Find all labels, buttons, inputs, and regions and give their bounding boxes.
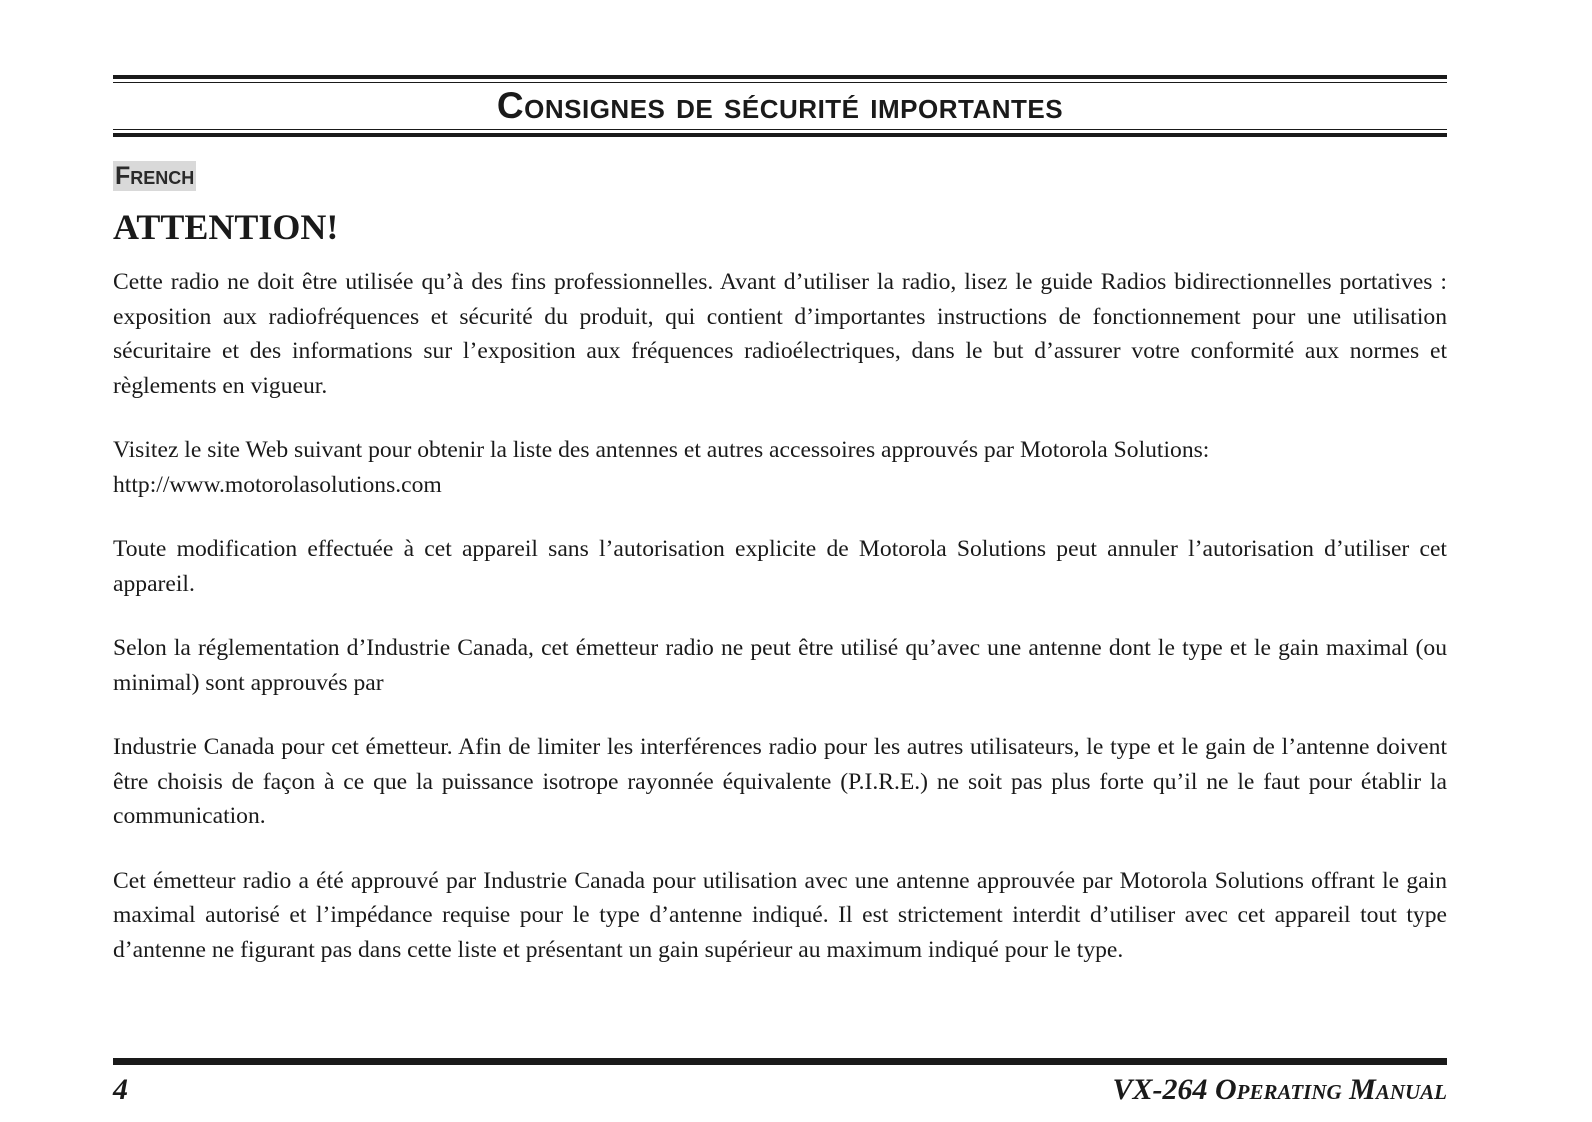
page-content [113, 75, 1447, 997]
footer-row [113, 1073, 1447, 1107]
language-tag: French [115, 162, 195, 190]
paragraph-approved-antenna: Cet émetteur radio a été approuvé par Industrie Canada pour utilisation avec une antenne approuvée par Motorola Solutions offrant le gain maximal autorisé et l’impédance requise pour le type d’antenne indiqué. Il est strictement interdit d’utiliser avec cet appareil tout type d’antenne ne figurant pas dans cette liste et présentant un gain supérieur au maximum indiqué pour le type. [113, 867, 1447, 963]
manual-name: VX-264 Operating Manual [1112, 1073, 1447, 1106]
page-title: Consignes de sécurité importantes [496, 85, 1064, 126]
website-link[interactable]: http://www.motorolasolutions.com [113, 471, 442, 498]
accessories-text: Visitez le site Web suivant pour obtenir la liste des antennes et autres accessoires approuvés par Motorola Solutions: [113, 437, 1210, 463]
paragraph-accessories [113, 433, 1447, 502]
title-rule-top [113, 75, 1447, 83]
paragraph-intended-use: Cette radio ne doit être utilisée qu’à des fins professionnelles. Avant d’utiliser la radio, lisez le guide Radios bidirectionnelles portatives : exposition aux radiofréquences et sécurité du produit, qui contient d’importantes instructions de fonctionnement pour une utilisation sécuritaire et des informations sur l’exposition aux fréquences radioélectriques, dans le but d’assurer votre conformité aux normes et règlements en vigueur. [113, 269, 1447, 399]
paragraph-regulation: Selon la réglementation d’Industrie Canada, cet émetteur radio ne peut être utilisé qu’avec une antenne dont le type et le gain maximal (ou minimal) sont approuvés par [113, 635, 1447, 696]
language-tag-row [113, 137, 1447, 191]
paragraph-modification: Toute modification effectuée à cet appareil sans l’autorisation explicite de Motorola Solutions peut annuler l’autorisation d’utiliser cet appareil. [113, 536, 1447, 597]
page-number: 4 [113, 1073, 128, 1106]
footer-rule [113, 1058, 1447, 1065]
title-rule-bottom [113, 129, 1447, 137]
warning-heading: ATTENTION! [113, 207, 339, 247]
page-footer [113, 1058, 1447, 1107]
paragraph-interference: Industrie Canada pour cet émetteur. Afin de limiter les interférences radio pour les autres utilisateurs, le type et le gain de l’antenne doivent être choisis de façon à ce que la puissance isotrope rayonnée équivalente (P.I.R.E.) ne soit pas plus forte qu’il ne le faut pour établir la communication. [113, 734, 1447, 829]
